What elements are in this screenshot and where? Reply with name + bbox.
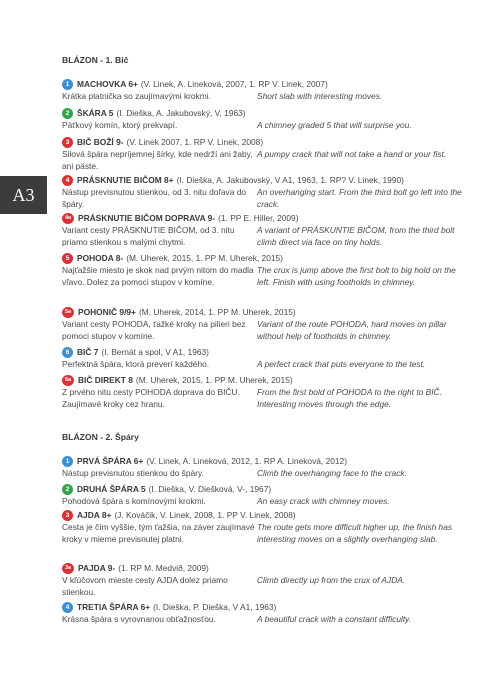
route-header [62, 562, 462, 574]
route-name: PRÁSKNUTIE BIČOM 8+ [77, 175, 174, 185]
route-description-en: A beautiful crack with a constant difficulty. [257, 614, 412, 624]
route-first-ascent: (I. Dieška, V. Diešková, V-, 1967) [148, 484, 272, 494]
route-number-badge: 5a [62, 307, 74, 318]
route-first-ascent: (V. Linek, A. Lineková, 2007, 1. RP V. Linek, 2007) [140, 79, 328, 89]
route-header [62, 306, 462, 318]
route-name: PRVÁ ŠPÁRA 6+ [77, 456, 144, 466]
route-name: POHODA 8- [77, 253, 124, 263]
route-entry [62, 212, 462, 248]
route-entry [62, 509, 462, 545]
route-description-en: A chimney graded 5 that will surprise you. [257, 120, 412, 130]
route-description-en: The crux is jump above the first bolt to big hold on the left. Finish with using footholds in chimney. [257, 265, 456, 287]
route-entry [62, 136, 462, 172]
route-first-ascent: (I. Dieška, A. Jakubovský, V, 1963) [116, 108, 246, 118]
route-entry [62, 455, 462, 479]
route-description-en: A variant of PRÁSKUNTIE BIČOM, from the third bolt climb direct via face on tiny holds. [257, 225, 455, 247]
route-entry [62, 346, 462, 370]
route-entry [62, 306, 462, 342]
route-entry [62, 252, 462, 288]
route-description-sk: Z prvého nitu cesty POHODA doprava do BIČU. Zaujímavé kroky cez hranu. [62, 387, 240, 409]
section-title: BLÁZON - 1. Bič [62, 55, 129, 65]
route-number-badge: 1 [62, 456, 73, 467]
route-name: DRUHÁ ŠPÁRA 5 [77, 484, 146, 494]
route-header [62, 212, 462, 224]
route-entry [62, 483, 462, 507]
route-description-en: Variant of the route POHODA, hard moves on pillar without help of footholds in chimney. [257, 319, 447, 341]
route-number-badge: 3 [62, 137, 73, 148]
route-description-en: Short slab with interesting moves. [257, 91, 383, 101]
chapter-tab-label: A3 [12, 184, 35, 205]
route-first-ascent: (I. Bernát a spol, V A1, 1963) [101, 347, 209, 357]
route-description-en: A pumpy crack that will not take a hand or your fist. [257, 149, 447, 159]
route-name: MACHOVKA 6+ [77, 79, 138, 89]
route-name: PAJDA 9- [78, 563, 116, 573]
route-name: ŠKÁRA 5 [77, 108, 114, 118]
route-number-badge: 6a [62, 375, 74, 386]
route-name: BIČ DIREKT 8 [78, 375, 133, 385]
route-first-ascent: (M. Uherek, 2015, 1. PP M. Uherek, 2015) [135, 375, 293, 385]
route-description-sk: Pohodová špára s komínovými krokmi. [62, 496, 206, 506]
route-header [62, 78, 462, 90]
chapter-tab [0, 176, 47, 214]
route-description-sk: Nástup previsnutou stienkou, od 3. nitu doľava do špáry. [62, 187, 247, 209]
route-description-sk: Päťkový komín, ktorý prekvapí. [62, 120, 178, 130]
route-entry [62, 562, 462, 598]
route-number-badge: 4a [62, 213, 74, 224]
route-header [62, 174, 462, 186]
route-number-badge: 6 [62, 347, 73, 358]
route-first-ascent: (V. Linek, A. Lineková, 2012, 1. RP A. Lineková, 2012) [146, 456, 347, 466]
route-first-ascent: (1. RP M. Medvið, 2009) [118, 563, 209, 573]
route-name: BIČ BOŽÍ 9- [77, 137, 124, 147]
route-number-badge: 5 [62, 253, 73, 264]
route-number-badge: 4 [62, 602, 73, 613]
route-description-sk: Variant cesty POHODA, ťažké kroky na pilieri bez pomoci stupov v komíne. [62, 319, 246, 341]
route-description-en: An easy crack with chimney moves. [257, 496, 390, 506]
route-header [62, 136, 462, 148]
route-name: BIČ 7 [77, 347, 99, 357]
route-number-badge: 1 [62, 79, 73, 90]
route-description-sk: Cesta je čím vyššie, tým ťažšia, na záver zaujímavé kroky v mierne previsnutej platni. [62, 522, 255, 544]
route-first-ascent: (M. Uherek, 2014, 1. PP M. Uherek, 2015) [138, 307, 296, 317]
route-description-en: The route gets more difficult higher up, the finish has interesting moves on a slightly overhanging slab. [257, 522, 453, 544]
route-first-ascent: (I. Dieška, A. Jakubovský, V A1, 1963, 1. RP? V. Linek, 1990) [176, 175, 404, 185]
section-title: BLÁZON - 2. Špáry [62, 432, 139, 442]
route-description-en: From the first bold of POHODA to the right to BIČ. Interesting moves through the edge. [257, 387, 442, 409]
route-first-ascent: (M. Uherek, 2015, 1. PP M. Uherek, 2015) [126, 253, 283, 263]
route-description-sk: Silová špára nepríjemnej šírky, kde nedrží ani žaby, ani päste. [62, 149, 253, 171]
route-number-badge: 2 [62, 108, 73, 119]
route-description-en: Climb directly up from the crux of AJDA. [257, 575, 406, 585]
route-description-sk: Krátka platnička so zaujímavými krokmi. [62, 91, 211, 101]
route-name: AJDA 8+ [77, 510, 112, 520]
route-entry [62, 174, 462, 210]
route-first-ascent: (1. PP E. Hiller, 2009) [218, 213, 299, 223]
route-header [62, 252, 462, 264]
route-description-sk: Perfektná špára, ktorá preverí každého. [62, 359, 210, 369]
route-entry [62, 601, 462, 625]
route-name: POHONIČ 9/9+ [78, 307, 136, 317]
route-number-badge: 3 [62, 510, 73, 521]
route-header [62, 601, 462, 613]
route-first-ascent: (I. Dieška, P. Dieška, V A1, 1963) [153, 602, 277, 612]
route-description-en: A perfect crack that puts everyone to the test. [257, 359, 426, 369]
route-header [62, 107, 462, 119]
route-header [62, 483, 462, 495]
route-first-ascent: (V. Linek 2007, 1. RP V. Linek, 2008) [126, 137, 264, 147]
route-description-sk: Krásna špára s vyrovnanou obťažnosťou. [62, 614, 216, 624]
route-entry [62, 78, 462, 102]
route-header [62, 509, 462, 521]
route-number-badge: 2 [62, 484, 73, 495]
route-description-sk: Variant cesty PRÁSKNUTIE BIČOM, od 3. nitu priamo stienkou s malými chytmi. [62, 225, 235, 247]
route-name: PRÁSKNUTIE BIČOM DOPRAVA 9- [78, 213, 216, 223]
route-number-badge: 4 [62, 175, 73, 186]
route-header [62, 346, 462, 358]
route-description-en: An overhanging start. From the third bolt go left into the crack. [257, 187, 462, 209]
route-header [62, 374, 462, 386]
route-description-en: Climb the overhanging face to the crack. [257, 468, 407, 478]
route-entry [62, 374, 462, 410]
route-entry [62, 107, 462, 131]
route-header [62, 455, 462, 467]
route-description-sk: Najťažšie miesto je skok nad prvým nitom do madla vľavo. Dolez za pomoci stupov v komíne. [62, 265, 254, 287]
route-description-sk: V kľúčovom mieste cesty AJDA dolez priamo stienkou. [62, 575, 228, 597]
route-number-badge: 3a [62, 563, 74, 574]
route-description-sk: Nástup previsnutou stienkou do špáry. [62, 468, 204, 478]
route-first-ascent: (J. Kováčik, V. Linek, 2008, 1. PP V. Linek, 2008) [114, 510, 296, 520]
route-name: TRETIA ŠPÁRA 6+ [77, 602, 151, 612]
